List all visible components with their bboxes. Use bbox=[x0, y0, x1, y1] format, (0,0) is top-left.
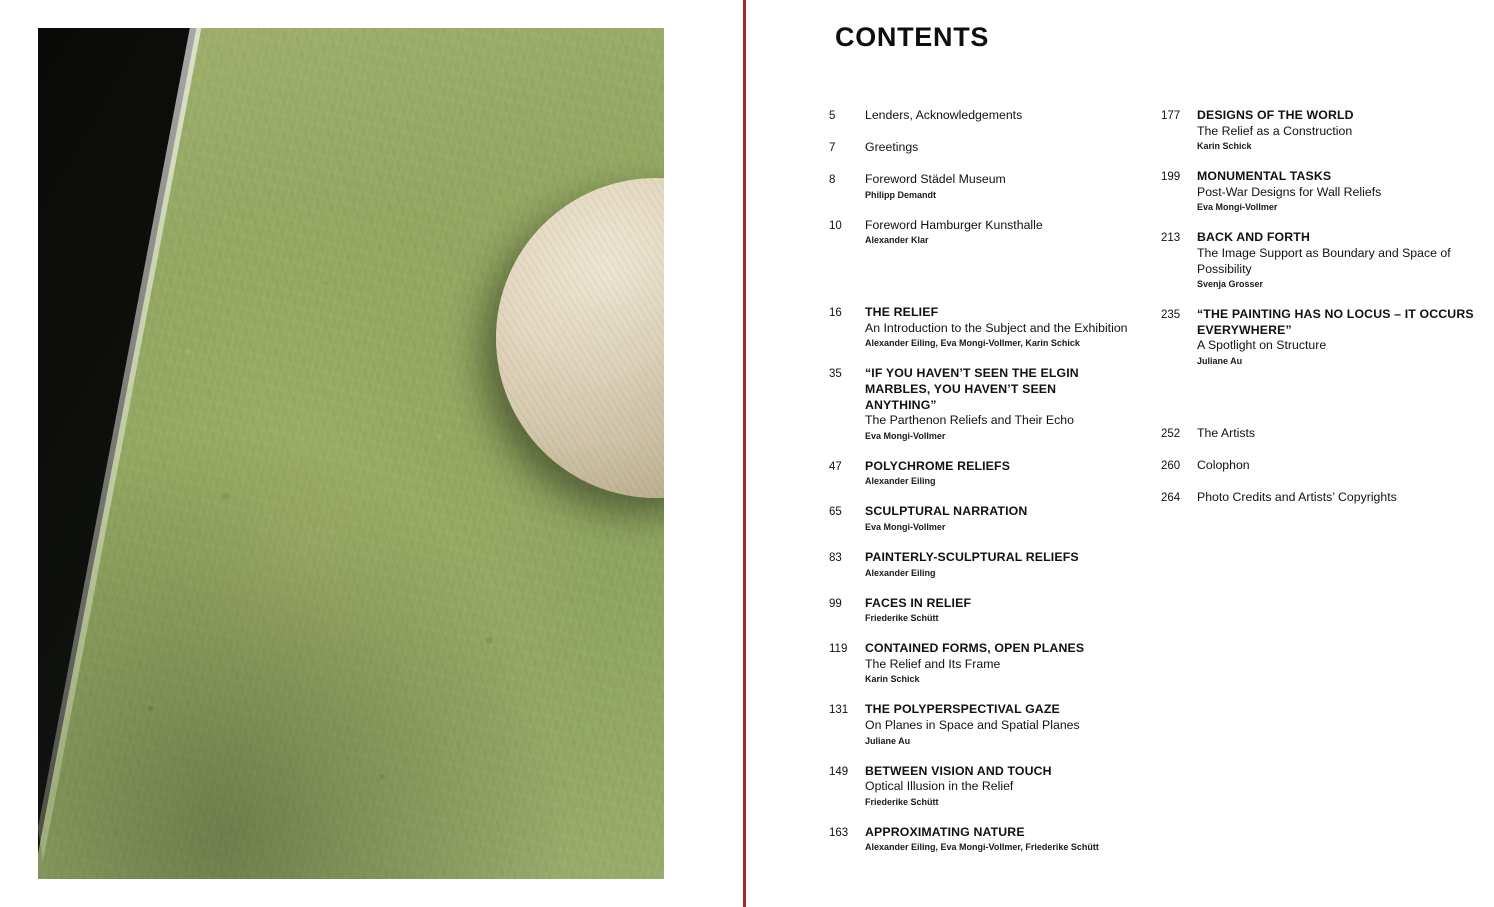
toc-entry-title[interactable]: Photo Credits and Artists’ Copyrights bbox=[1197, 489, 1397, 504]
toc-entry-title[interactable]: DESIGNS OF THE WORLD bbox=[1197, 108, 1354, 122]
toc-entry[interactable] bbox=[829, 641, 1129, 686]
toc-entry[interactable] bbox=[1161, 169, 1477, 214]
toc-entry[interactable] bbox=[1161, 230, 1477, 291]
toc-entry[interactable] bbox=[829, 825, 1129, 855]
toc-entry-subtitle: The Relief and Its Frame bbox=[865, 656, 1001, 671]
toc-entry-title[interactable]: Colophon bbox=[1197, 457, 1250, 472]
toc-entry[interactable] bbox=[1161, 458, 1477, 474]
toc-entry-body bbox=[865, 641, 1129, 686]
toc-entry[interactable] bbox=[829, 459, 1129, 489]
toc-entry[interactable] bbox=[1161, 426, 1477, 442]
toc-entry-author: Alexander Eiling bbox=[865, 476, 936, 487]
toc-page-number: 163 bbox=[829, 826, 849, 839]
artwork-plate bbox=[38, 28, 664, 879]
toc-entry-title[interactable]: CONTAINED FORMS, OPEN PLANES bbox=[865, 641, 1085, 656]
toc-entry-title[interactable]: APPROXIMATING NATURE bbox=[865, 824, 1025, 839]
toc-entry-subtitle: Post-War Designs for Wall Reliefs bbox=[1197, 184, 1382, 199]
toc-entry-title[interactable]: BETWEEN VISION AND TOUCH bbox=[865, 763, 1052, 778]
toc-entry-author: Eva Mongi-Vollmer bbox=[1197, 202, 1278, 213]
toc-entry-title[interactable]: FACES IN RELIEF bbox=[865, 595, 972, 610]
toc-entry-title[interactable]: Lenders, Acknowledgements bbox=[865, 108, 1023, 122]
toc-page-number: 83 bbox=[829, 551, 842, 564]
toc-entry-author: Juliane Au bbox=[865, 735, 911, 746]
toc-entry-title[interactable]: THE POLYPERSPECTIVAL GAZE bbox=[865, 702, 1060, 717]
toc-page-number: 8 bbox=[829, 174, 836, 186]
toc-entry-body bbox=[865, 825, 1129, 855]
toc-page-number: 213 bbox=[1161, 232, 1181, 245]
toc-entry-subtitle: A Spotlight on Structure bbox=[1197, 338, 1327, 353]
toc-entry-subtitle: Optical Illusion in the Relief bbox=[865, 779, 1014, 794]
toc-page-number: 5 bbox=[829, 110, 836, 122]
toc-entry[interactable] bbox=[1161, 490, 1477, 506]
toc-entry-title[interactable]: MONUMENTAL TASKS bbox=[1197, 169, 1332, 184]
toc-entry-author: Eva Mongi-Vollmer bbox=[865, 521, 946, 532]
toc-entry[interactable] bbox=[829, 172, 1129, 202]
toc-entry-title[interactable]: BACK AND FORTH bbox=[1197, 230, 1310, 245]
toc-entry-author: Svenja Grosser bbox=[1197, 279, 1264, 290]
toc-column-left bbox=[829, 108, 1129, 870]
toc-entry-subtitle: On Planes in Space and Spatial Planes bbox=[865, 717, 1080, 732]
toc-entry-author: Karin Schick bbox=[1197, 141, 1252, 152]
toc-page-number: 264 bbox=[1161, 491, 1181, 504]
toc-entry-body bbox=[865, 504, 1129, 534]
toc-entry-body bbox=[1197, 458, 1477, 474]
toc-page-number: 47 bbox=[829, 460, 842, 473]
toc-entry[interactable] bbox=[829, 504, 1129, 534]
toc-entry-body bbox=[865, 550, 1129, 580]
toc-entry-body bbox=[1197, 490, 1477, 506]
page-title: CONTENTS bbox=[835, 22, 990, 52]
toc-entry-subtitle: An Introduction to the Subject and the Exhibition bbox=[865, 320, 1128, 335]
toc-entry[interactable] bbox=[829, 218, 1129, 248]
toc-entry-subtitle: The Relief as a Construction bbox=[1197, 123, 1353, 138]
toc-page-number: 35 bbox=[829, 368, 842, 381]
toc-entry-body bbox=[865, 702, 1129, 747]
toc-page-number: 149 bbox=[829, 765, 849, 778]
toc-entry-title[interactable]: “IF YOU HAVEN’T SEEN THE ELGIN MARBLES, YOU HAVEN’T SEEN ANYTHING” bbox=[865, 366, 1079, 412]
toc-entry-author: Friederike Schütt bbox=[865, 796, 939, 807]
toc-entry-body bbox=[1197, 426, 1477, 442]
left-page bbox=[0, 0, 743, 907]
toc-entry-title[interactable]: The Artists bbox=[1197, 425, 1256, 440]
toc-entry-title[interactable]: Greetings bbox=[865, 140, 919, 154]
toc-entry-title[interactable]: Foreword Hamburger Kunsthalle bbox=[865, 217, 1043, 232]
toc-columns bbox=[829, 108, 1477, 870]
toc-entry-author: Friederike Schütt bbox=[865, 613, 939, 624]
toc-page-number: 99 bbox=[829, 597, 842, 610]
toc-entry-body bbox=[865, 366, 1129, 442]
toc-entry-author: Karin Schick bbox=[865, 674, 920, 685]
toc-entry-body bbox=[1197, 230, 1477, 291]
toc-entry-title[interactable]: Foreword Städel Museum bbox=[865, 172, 1006, 186]
toc-entry[interactable] bbox=[829, 596, 1129, 626]
toc-entry[interactable] bbox=[829, 108, 1129, 124]
toc-entry-subtitle: The Image Support as Boundary and Space of Possibility bbox=[1197, 245, 1451, 276]
toc-entry[interactable] bbox=[1161, 108, 1477, 153]
toc-entry-author: Alexander Eiling bbox=[865, 567, 936, 578]
toc-entry-body bbox=[865, 140, 1129, 156]
toc-page-number: 260 bbox=[1161, 459, 1181, 472]
toc-entry-title[interactable]: POLYCHROME RELIEFS bbox=[865, 458, 1011, 473]
toc-entry-body bbox=[865, 218, 1129, 248]
toc-entry[interactable] bbox=[829, 764, 1129, 809]
toc-entry[interactable] bbox=[829, 550, 1129, 580]
toc-entry-body bbox=[865, 459, 1129, 489]
toc-page-number: 65 bbox=[829, 506, 842, 519]
toc-entry-body bbox=[1197, 169, 1477, 214]
right-page bbox=[743, 0, 1494, 907]
toc-entry-subtitle: The Parthenon Reliefs and Their Echo bbox=[865, 413, 1074, 428]
toc-entry[interactable] bbox=[829, 140, 1129, 156]
toc-entry-title[interactable]: “THE PAINTING HAS NO LOCUS – IT OCCURS EVERYWHERE” bbox=[1197, 307, 1474, 337]
toc-page-number: 10 bbox=[829, 219, 842, 232]
toc-entry-author: Juliane Au bbox=[1197, 355, 1243, 366]
toc-entry[interactable] bbox=[1161, 307, 1477, 368]
toc-entry-body bbox=[865, 764, 1129, 809]
toc-entry-body bbox=[865, 172, 1129, 202]
toc-entry-body bbox=[1197, 307, 1477, 368]
toc-page-number: 119 bbox=[829, 643, 848, 656]
toc-entry[interactable] bbox=[829, 305, 1129, 350]
toc-entry-author: Eva Mongi-Vollmer bbox=[865, 430, 946, 441]
toc-page-number: 235 bbox=[1161, 309, 1181, 322]
toc-column-right bbox=[1161, 108, 1477, 870]
toc-page-number: 7 bbox=[829, 142, 836, 154]
toc-entry[interactable] bbox=[829, 702, 1129, 747]
toc-page-number: 177 bbox=[1161, 110, 1181, 122]
toc-page-number: 252 bbox=[1161, 427, 1181, 440]
toc-entry-body bbox=[865, 305, 1129, 350]
toc-entry-author: Alexander Klar bbox=[865, 235, 929, 246]
toc-entry-body bbox=[1197, 108, 1477, 153]
toc-entry[interactable] bbox=[829, 366, 1129, 442]
toc-entry-author: Alexander Eiling, Eva Mongi-Vollmer, Friederike Schütt bbox=[865, 842, 1099, 853]
toc-entry-body bbox=[865, 108, 1129, 124]
toc-entry-author: Philipp Demandt bbox=[865, 189, 937, 200]
toc-entry-title[interactable]: THE RELIEF bbox=[865, 305, 939, 320]
toc-page-number: 199 bbox=[1161, 171, 1181, 184]
toc-page-number: 131 bbox=[829, 704, 849, 717]
toc-page-number: 16 bbox=[829, 307, 842, 320]
toc-entry-title[interactable]: SCULPTURAL NARRATION bbox=[865, 504, 1028, 519]
toc-entry-title[interactable]: PAINTERLY-SCULPTURAL RELIEFS bbox=[865, 549, 1079, 564]
toc-entry-author: Alexander Eiling, Eva Mongi-Vollmer, Karin Schick bbox=[865, 338, 1080, 349]
toc-entry-body bbox=[865, 596, 1129, 626]
